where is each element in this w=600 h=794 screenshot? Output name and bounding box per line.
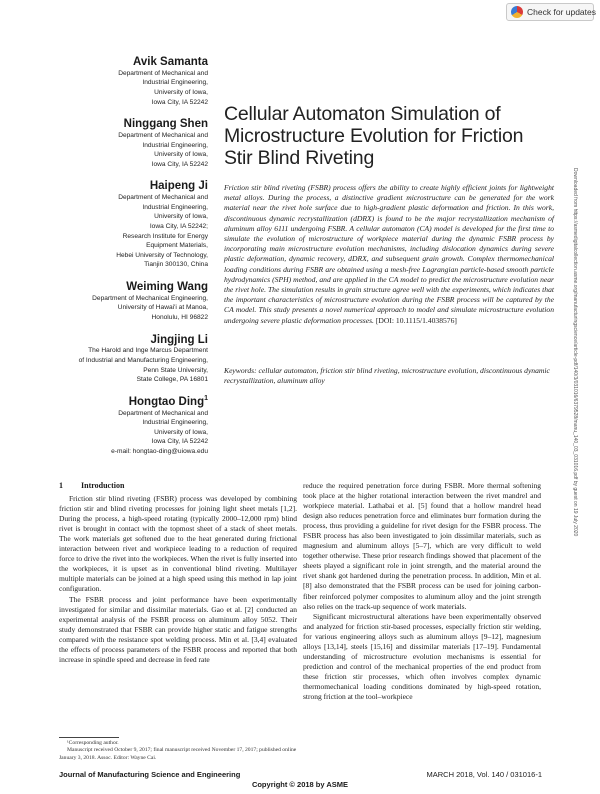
journal-name: Journal of Manufacturing Science and Engineering: [59, 770, 241, 779]
author-affiliation-line: Department of Mechanical and: [118, 194, 208, 202]
paragraph: reduce the required penetration force during FSBR. More thermal softening took place at the higher rotational interaction between the rivet mandrel and workpiece material. Lathabai et al. [5] found that a hollow mandrel head design also reduces penetration force and eliminates burr formation during the process, thus providing a guideline for rivet design for the FSBR process. The FSBR process has also been investigated to join dissimilar materials, such as magnesium and aluminum alloys [5–7], which are very difficult to weld together otherwise. These prior research findings showed that placement of the sheets played a significant role in joint strength, and the material around the rivet shank got hardened during the penetration process. In addition, Min et al. [8] also demonstrated that the FSBR process can be used for joining carbon-fiber reinforced polymer composites to aluminum alloy and the joint strength also relies on the track-up sequence of work materials.: [303, 481, 541, 611]
footnotes: [59, 740, 297, 762]
author-affiliation-line: Industrial Engineering,: [142, 141, 208, 149]
page-footer: [59, 770, 542, 779]
author-name: Ninggang Shen: [123, 118, 208, 131]
author-affiliation-line: Department of Mechanical Engineering,: [92, 294, 208, 302]
received-note: Manuscript received October 9, 2017; final manuscript received November 17, 2017; published online January 3, 2018. Assoc. Editor: Wayne Cai.: [59, 747, 297, 761]
author-affiliation-line: Department of Mechanical and: [118, 132, 208, 140]
author-affiliation-line: The Harold and Inge Marcus Department: [88, 347, 208, 355]
author-affiliation-line: e-mail: hongtao-ding@uiowa.edu: [111, 448, 208, 455]
section-number: 1: [59, 481, 63, 490]
author-block: [40, 114, 208, 169]
author-block: [40, 392, 208, 457]
corresponding-note: ¹Corresponding author.: [67, 740, 119, 746]
download-notice: Downloaded from https://asmedigitalcollection.asme.org/manufacturingscience/article-pdf/140/3/031016/6379528/manu_140_03_031016.pdf by guest on 19 July 2020: [572, 168, 578, 537]
author-affiliation-line: Hebei University of Technology,: [116, 251, 208, 259]
author-affiliation-line: of Industrial and Manufacturing Engineering,: [78, 357, 208, 365]
author-affiliation-line: State College, PA 16801: [136, 376, 208, 384]
author-name: Weiming Wang: [126, 280, 208, 293]
author-affiliation-line: Research Institute for Energy: [122, 232, 208, 240]
author-affiliation-line: University of Iowa,: [154, 151, 208, 159]
paragraph: Significant microstructural alterations have been experimentally observed and analyzed for friction stir-based processes, especially friction stir welding, for various engineering alloys such as aluminum alloys [9–12], magnesium alloys [13,14], steels [15,16] and dissimilar materials [17–19]. Fundamental understanding of microstructure evolution mechanisms is essential for prediction and control of the mechanical properties of the end product from these friction stir processes, which often involves complex dynamic thermomechanical loading conditions dominated by high-speed rotation, strong friction at the tool–workpiece: [303, 611, 541, 701]
author-affiliation-line: Industrial Engineering,: [142, 79, 208, 87]
author-affiliation-line: Department of Mechanical and: [118, 69, 208, 77]
author-name: Avik Samanta: [133, 55, 208, 68]
author-name: Hongtao Ding$^1$: [128, 394, 208, 408]
copyright: Copyright © 2018 by ASME: [251, 780, 349, 789]
author-affiliation-line: Iowa City, IA 52242: [151, 438, 208, 446]
section-title: Introduction: [81, 481, 125, 490]
author-affiliation-line: Department of Mechanical and: [118, 409, 208, 417]
author-affiliation-line: Iowa City, IA 52242;: [149, 223, 208, 231]
author-affiliation-line: Equipment Materials,: [146, 242, 208, 250]
paragraph: Friction stir blind riveting (FSBR) process was developed by combining friction stir and blind riveting processes for joining light sheet metals [1,2]. During the process, a high-speed rotating (typically 2000–12,000 rpm) blind rivet is brought in contact with the topmost sheet of a stack of sheet metals. The work materials get softened due to the heat generated during frictional interaction between rivet and workpiece leading to a reduction of required force to drive the rivet into the workpieces. When the rivet is fully inserted into the workpieces, it is upset as in conventional blind riveting. Multilayer multiple materials can be joined at a high speed using this method in lap joint configuration.: [59, 494, 297, 594]
author-block: [40, 330, 208, 385]
author-affiliation-line: Iowa City, IA 52242: [151, 160, 208, 168]
author-affiliation-line: Penn State University,: [143, 366, 208, 374]
author-affiliation-line: Tianjin 300130, China: [144, 261, 208, 269]
author-list: [40, 52, 208, 464]
author-affiliation-line: University of Iowa,: [154, 428, 208, 436]
author-affiliation-line: University of Hawai'i at Manoa,: [117, 304, 208, 312]
abstract: [224, 183, 554, 326]
column-left: [59, 481, 297, 665]
author-affiliation-line: Honolulu, HI 96822: [151, 314, 208, 321]
check-for-updates-badge[interactable]: [506, 3, 594, 21]
author-name: Haipeng Ji: [149, 180, 208, 193]
paper-title: Cellular Automaton Simulation of Microstructure Evolution for Friction Stir Blind Riveting: [224, 103, 524, 169]
author-affiliation-line: University of Iowa,: [154, 213, 208, 221]
author-name: Jingjing Li: [150, 333, 208, 346]
crossmark-icon: [511, 6, 523, 18]
author-block: [40, 277, 208, 323]
author-affiliation-line: Industrial Engineering,: [142, 419, 208, 427]
author-affiliation-line: University of Iowa,: [154, 89, 208, 97]
issue-info: MARCH 2018, Vol. 140 / 031016-1: [426, 770, 542, 779]
author-affiliation-line: Industrial Engineering,: [142, 203, 208, 211]
column-right: [303, 481, 541, 702]
keywords: Keywords: cellular automaton, friction stir blind riveting, microstructure evolution, discontinuous dynamic recrystallization, aluminum alloy: [224, 366, 550, 386]
doi-link[interactable]: [DOI: 10.1115/1.4038576]: [375, 315, 457, 325]
author-block: [40, 52, 208, 107]
section-heading: [59, 481, 297, 491]
abstract-text: Friction stir blind riveting (FSBR) process offers the ability to create highly efficient joints for lightweight metal alloys. During the process, a distinctive gradient microstructure can be generated for the work material near the rivet hole surface due to high-gradient plastic deformation and friction. In this work, discontinuous dynamic recrystallization (dDRX) is found to be the major recrystallization mechanism of aluminum alloy 6111 undergoing FSBR. A cellular automaton (CA) model is developed for the first time to simulate the evolution of microstructure of workpiece material during the dynamic FSBR process by incorporating main microstructure evolution mechanisms, including dislocation dynamics during severe plastic deformation, dynamic recovery, dDRX, and subsequent grain growth. Complex thermomechanical loading conditions during FSBR are obtained using a mesh-free Lagrangian particle-based smooth particle hydrodynamics (SPH) method, and are applied in the CA model to predict the microstructure evolution near the rivet hole. The simulation results in grain structure agree well with the experiments, which indicates that the important characteristics of microstructure evolution during the FSBR process will be captured by the CA model. This study presents a novel numerical approach to model and simulate microstructure evolution undergoing severe plastic deformation processes.: [224, 183, 554, 325]
download-sidebar: [572, 168, 582, 588]
paragraph: The FSBR process and joint performance have been experimentally investigated for similar and dissimilar materials. Gao et al. [2] conducted an experimental analysis of the FSBR process on aluminum alloy 5052. Their study demonstrated that FSBR can provide higher static and fatigue strengths compared with the resistance spot welding process. Min et al. [3,4] evaluated the effects of process parameters of the FSBR process and reported that both increase in spindle speed and decrease in feed rate: [59, 594, 297, 664]
footnote-rule: [59, 737, 119, 738]
author-block: [40, 176, 208, 270]
check-for-updates-label: Check for updates: [527, 7, 596, 17]
author-affiliation-line: Iowa City, IA 52242: [151, 98, 208, 106]
